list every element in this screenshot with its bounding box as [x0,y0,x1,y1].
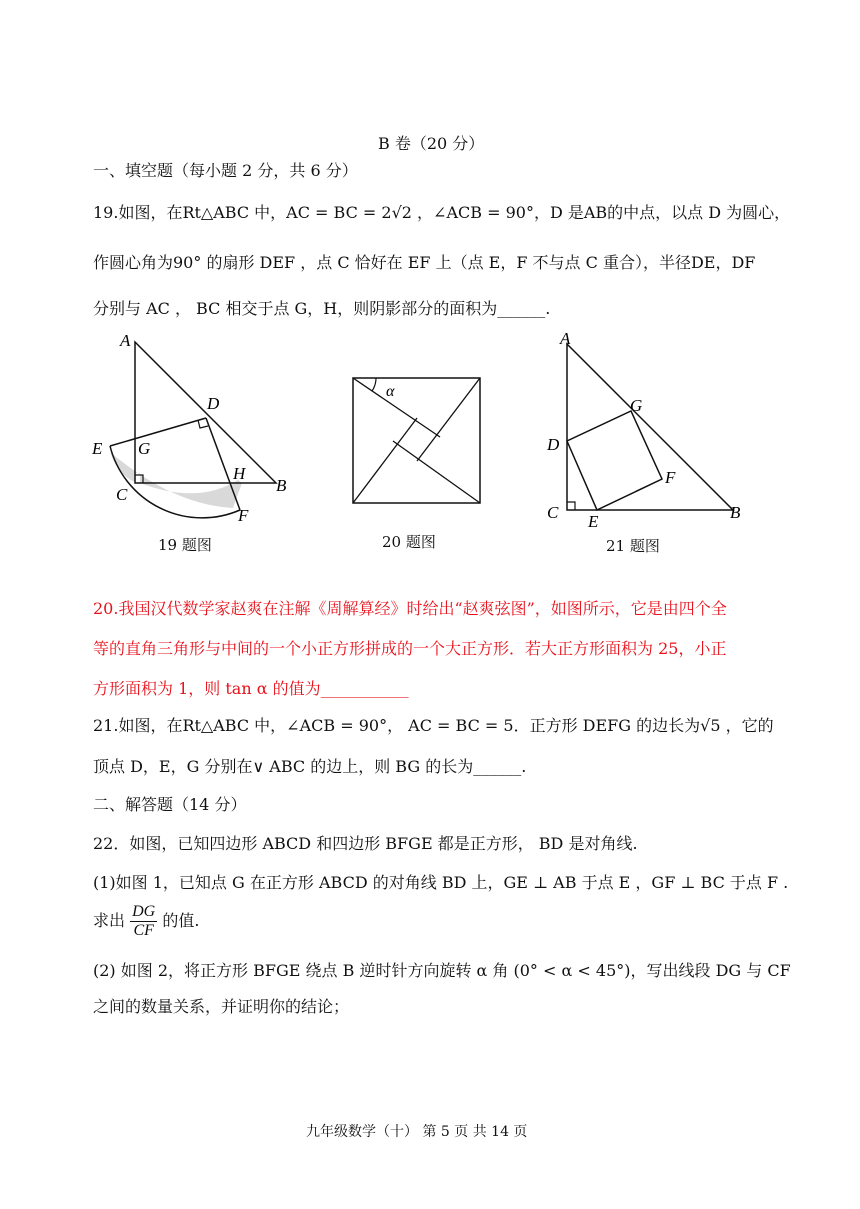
q20-line2: 等的直角三角形与中间的一个小正方形拼成的一个大正方形．若大正方形面积为 25，小正 [93,639,727,658]
q22-line3-prefix: 求出 [93,911,126,930]
f19-label-h: H [233,464,246,483]
q22-line4: (2) 如图 2，将正方形 BFGE 绕点 B 逆时针方向旋转 α 角 (0° < α < 45°)，写出线段 DG 与 CF [93,961,791,980]
figure-21 [540,328,750,533]
q21-line2: 顶点 D，E，G 分别在∨ ABC 的边上，则 BG 的长为______. [93,757,527,776]
f21-label-b: B [730,503,741,522]
f21-label-d: D [547,435,560,454]
q20-line3: 方形面积为 1，则 tan α 的值为___________ [93,679,409,698]
q22-line3 [93,903,199,940]
q22-line5: 之间的数量关系，并证明你的结论； [93,997,350,1016]
part1-title: 一、填空题（每小题 2 分，共 6 分） [93,161,358,180]
f19-label-a: A [120,331,131,350]
f19-label-c: C [116,485,128,504]
part2-title: 二、解答题（14 分） [93,795,247,814]
q20-line1: 20.我国汉代数学家赵爽在注解《周解算经》时给出“赵爽弦图”，如图所示，它是由四个全 [93,599,727,618]
f19-caption: 19 题图 [158,536,212,554]
q19-line3: 分别与 AC ， BC 相交于点 G，H，则阴影部分的面积为______. [93,299,551,318]
q19-line1: 19.如图，在Rt△ABC 中，AC = BC = 2√2 ，∠ACB = 90°，D 是AB的中点，以点 D 为圆心， [93,203,791,222]
q22-line2: (1)如图 1，已知点 G 在正方形 ABCD 的对角线 BD 上，GE ⊥ AB 于点 E ，GF ⊥ BC 于点 F . [93,873,789,892]
page-footer: 九年级数学（十） 第 5 页 共 14 页 [306,1124,528,1140]
section-title: B 卷（20 分） [378,134,485,153]
f20-alpha: α [386,383,395,400]
fraction-numerator: DG [132,903,156,920]
f21-label-g: G [630,396,643,415]
q21-line1: 21.如图，在Rt△ABC 中，∠ACB = 90°， AC = BC = 5．正方形 DEFG 的边长为√5 ，它的 [93,716,774,735]
q22-line1: 22．如图，已知四边形 ABCD 和四边形 BFGE 都是正方形， BD 是对角线. [93,834,638,853]
q22-line3-suffix: 的值. [162,911,200,930]
f19-label-f: F [238,506,249,525]
f21-label-a: A [560,329,571,348]
f19-label-g: G [138,439,151,458]
figure-19 [88,330,308,530]
figure-20 [350,375,485,507]
f21-label-c: C [547,503,559,522]
f20-caption: 20 题图 [382,533,436,551]
f21-label-e: E [588,512,599,531]
f19-label-b: B [276,476,287,495]
f19-label-d: D [207,394,220,413]
f21-label-f: F [665,468,676,487]
f19-label-e: E [92,439,103,458]
q19-line2: 作圆心角为90° 的扇形 DEF ，点 C 恰好在 EF 上（点 E，F 不与点 C 重合），半径DE，DF [93,253,756,272]
q22-fraction [130,903,157,940]
fraction-denominator: CF [133,922,154,939]
f21-caption: 21 题图 [606,537,660,555]
